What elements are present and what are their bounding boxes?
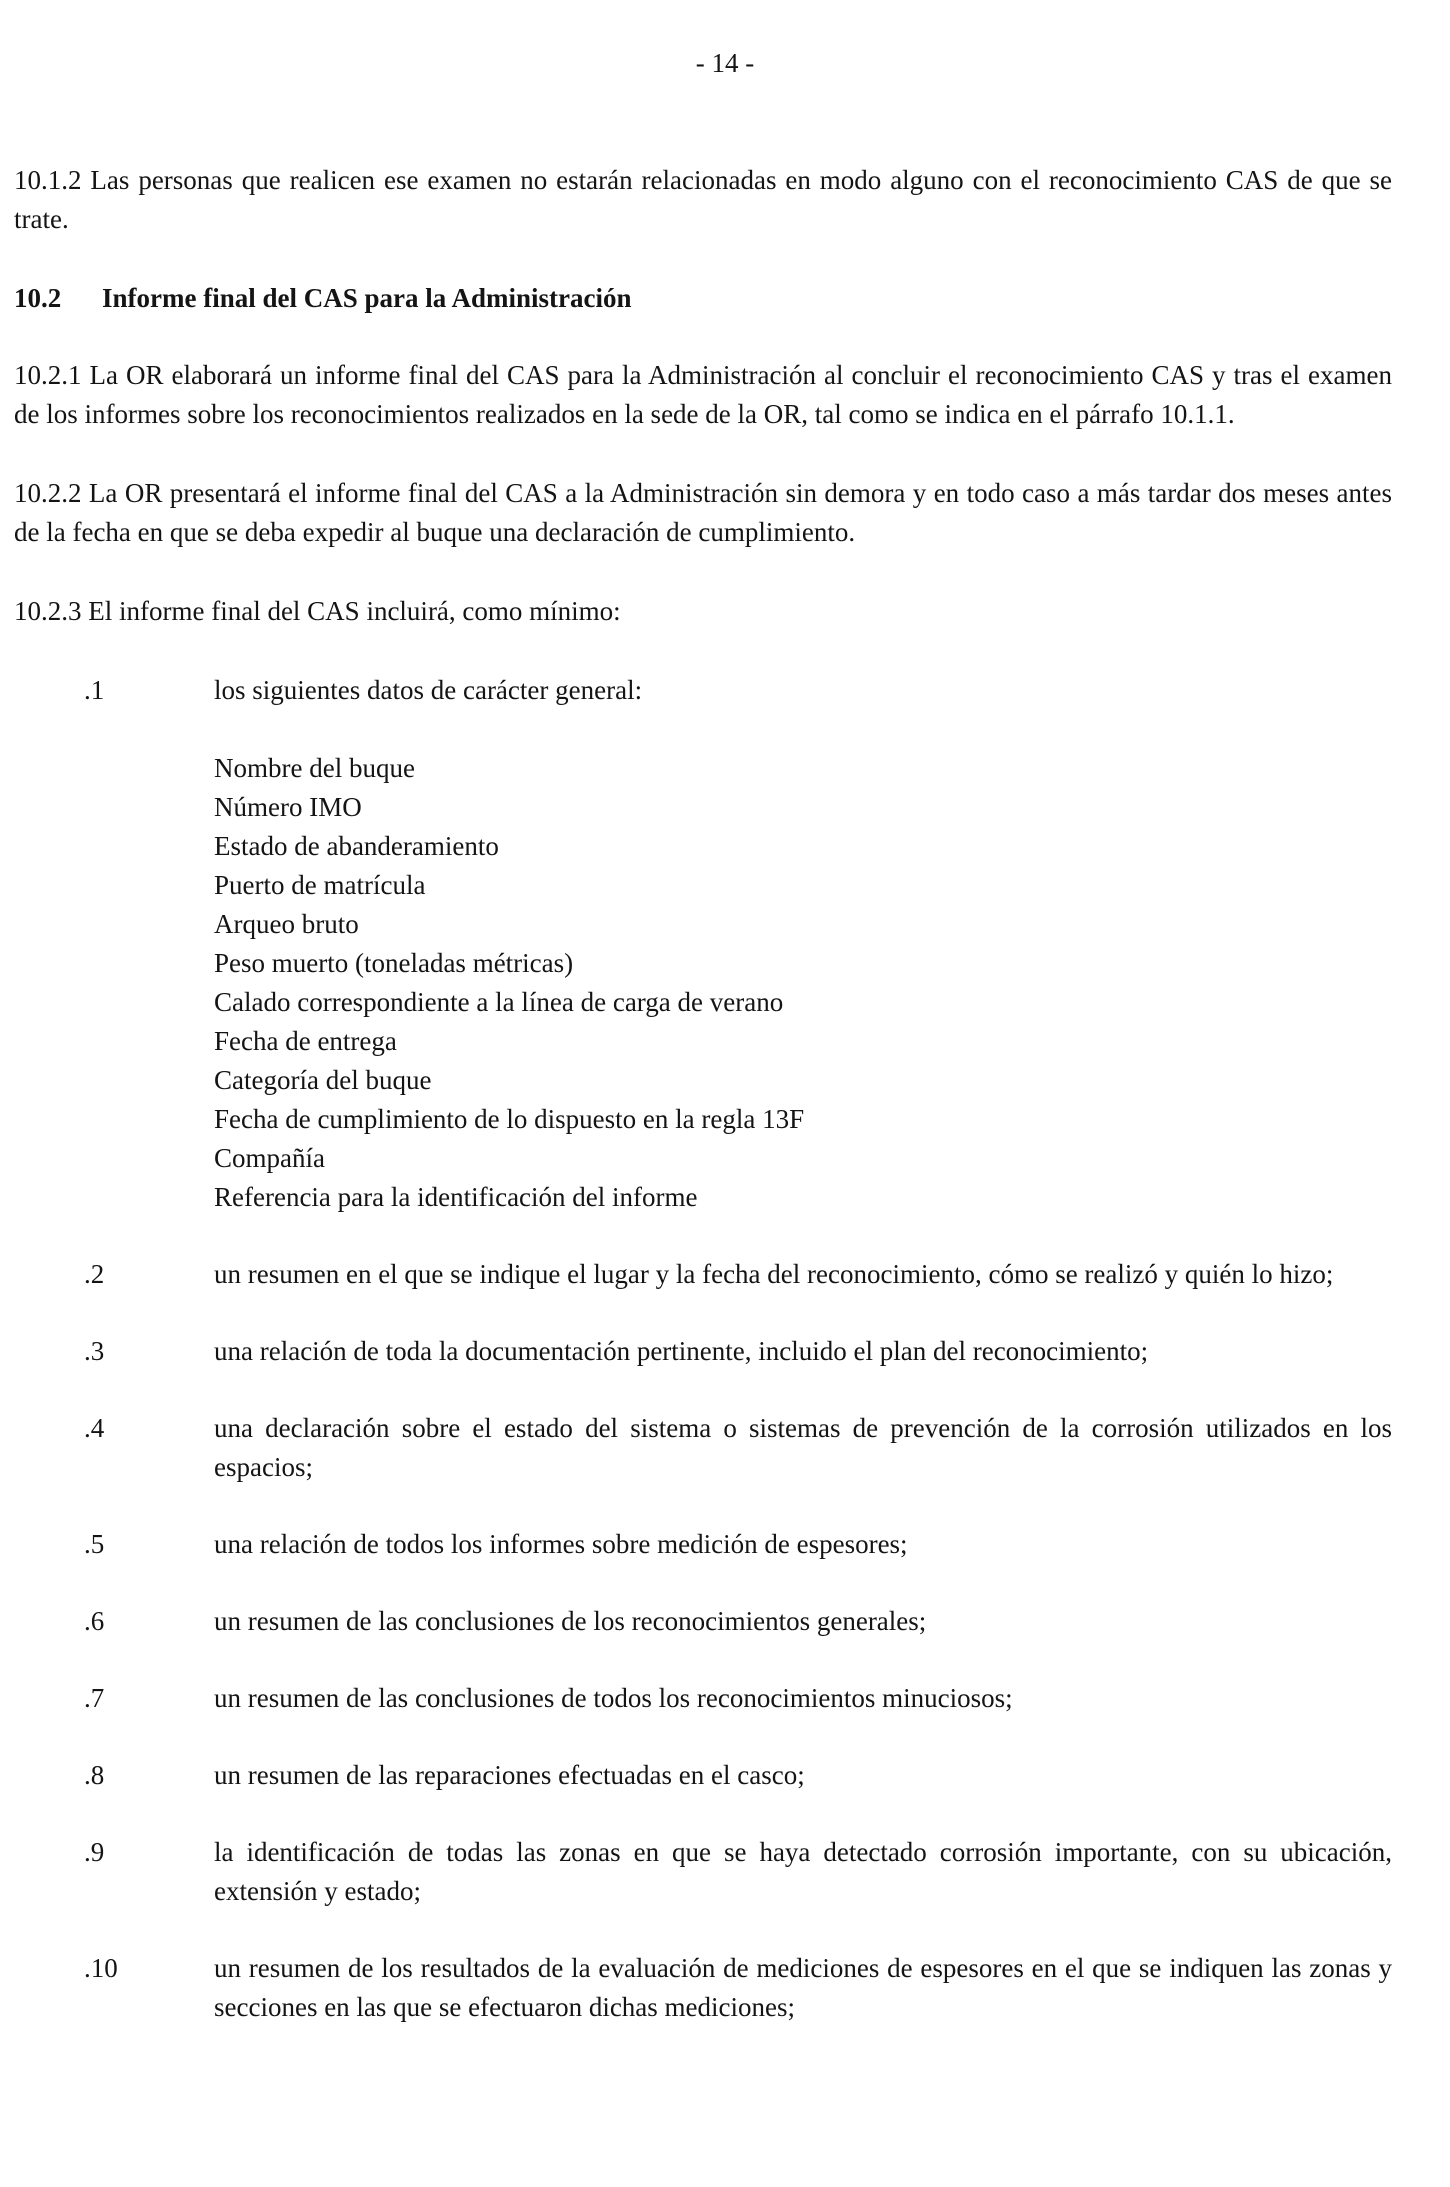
list-item xyxy=(84,1679,1392,1718)
list-item-text: la identificación de todas las zonas en que se haya detectado corrosión importante, con su ubicación, extensión y estado; xyxy=(214,1837,1392,1906)
list-item-number: .1 xyxy=(84,675,105,705)
general-data-item: Peso muerto (toneladas métricas) xyxy=(214,948,574,978)
list-item-number: .3 xyxy=(84,1336,105,1366)
list-item-text: un resumen de las conclusiones de los reconocimientos generales; xyxy=(214,1606,927,1636)
list-item-text xyxy=(214,671,1392,1217)
section-heading-10-2 xyxy=(14,279,1392,318)
list-item-number: .4 xyxy=(84,1413,105,1443)
list-item-number: .6 xyxy=(84,1606,105,1636)
list-item-text-content: los siguientes datos de carácter general: xyxy=(214,675,643,705)
general-data-item: Referencia para la identificación del informe xyxy=(214,1182,698,1212)
general-data-list xyxy=(214,749,1392,1217)
general-data-item: Fecha de entrega xyxy=(214,1026,397,1056)
list-item-text: un resumen en el que se indique el lugar y la fecha del reconocimiento, cómo se realizó y quién lo hizo; xyxy=(214,1259,1334,1289)
list-item-text: una relación de toda la documentación pertinente, incluido el plan del reconocimiento; xyxy=(214,1336,1149,1366)
paragraph-10-2-1: 10.2.1 La OR elaborará un informe final del CAS para la Administración al concluir el reconocimiento CAS y tras el examen de los informes sobre los reconocimientos realizados en la sede de la OR, tal como se indica en el párrafo 10.1.1. xyxy=(14,360,1392,429)
paragraph-10-2-2: 10.2.2 La OR presentará el informe final del CAS a la Administración sin demora y en todo caso a más tardar dos meses antes de la fecha en que se deba expedir al buque una declaración de cumplimiento. xyxy=(14,478,1392,547)
section-number: 10.2 xyxy=(14,283,62,313)
page-number: - 14 - xyxy=(695,48,755,78)
list-item xyxy=(84,1756,1392,1795)
list-item-number: .8 xyxy=(84,1760,105,1790)
general-data-item: Nombre del buque xyxy=(214,753,415,783)
list-item xyxy=(84,1602,1392,1641)
list-item-number: .10 xyxy=(84,1953,118,1983)
general-data-item: Compañía xyxy=(214,1143,325,1173)
list-item xyxy=(84,1255,1392,1294)
general-data-item: Número IMO xyxy=(214,792,362,822)
general-data-item: Categoría del buque xyxy=(214,1065,432,1095)
list-item-number: .5 xyxy=(84,1529,105,1559)
list-item xyxy=(84,1525,1392,1564)
general-data-item: Estado de abanderamiento xyxy=(214,831,499,861)
list-item-text: una declaración sobre el estado del sistema o sistemas de prevención de la corrosión utilizados en los espacios; xyxy=(214,1413,1392,1482)
list-item xyxy=(84,1833,1392,1911)
list-item xyxy=(84,671,1392,1217)
list-item xyxy=(84,1332,1392,1371)
list-item-text: un resumen de las reparaciones efectuadas en el casco; xyxy=(214,1760,805,1790)
document-body xyxy=(14,161,1392,2065)
section-title: Informe final del CAS para la Administración xyxy=(102,283,632,313)
list-item xyxy=(84,1409,1392,1487)
general-data-item: Fecha de cumplimiento de lo dispuesto en la regla 13F xyxy=(214,1104,805,1134)
list-item-number: .2 xyxy=(84,1259,105,1289)
general-data-item: Puerto de matrícula xyxy=(214,870,426,900)
paragraph-10-2-3: 10.2.3 El informe final del CAS incluirá, como mínimo: xyxy=(14,596,621,626)
paragraph-10-1-2: 10.1.2 Las personas que realicen ese examen no estarán relacionadas en modo alguno con el reconocimiento CAS de que se trate. xyxy=(14,165,1392,234)
list-item-text: una relación de todos los informes sobre medición de espesores; xyxy=(214,1529,908,1559)
list-item xyxy=(84,1949,1392,2027)
list-item-number: .7 xyxy=(84,1683,105,1713)
general-data-item: Calado correspondiente a la línea de carga de verano xyxy=(214,987,784,1017)
list-item-text: un resumen de los resultados de la evaluación de mediciones de espesores en el que se indiquen las zonas y secciones en las que se efectuaron dichas mediciones; xyxy=(214,1953,1392,2022)
general-data-item: Arqueo bruto xyxy=(214,909,359,939)
list-item-number: .9 xyxy=(84,1837,105,1867)
list-item-text: un resumen de las conclusiones de todos los reconocimientos minuciosos; xyxy=(214,1683,1013,1713)
